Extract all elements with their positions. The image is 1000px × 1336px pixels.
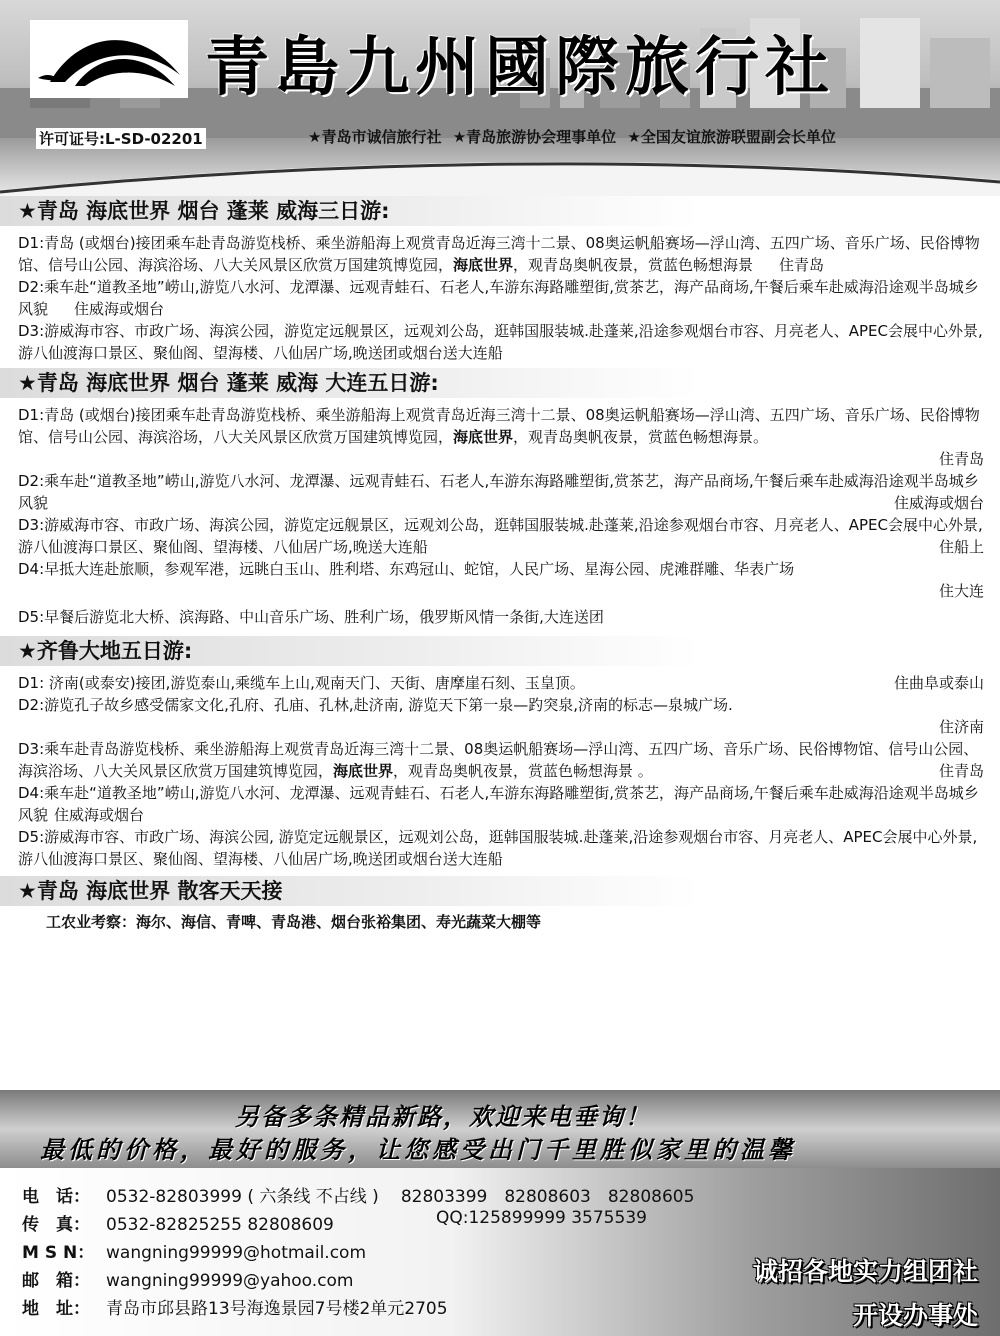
overnight-stay: 住船上 [938,538,984,556]
phone-extra[interactable]: 82803399 82808603 82808605 [400,1187,695,1207]
recruit-line-1: 诚招各地实力组团社 [752,1257,978,1286]
itinerary-day [0,276,1000,320]
day-text: D3:游威海市容、市政广场、海滨公园，游览定远舰景区，远观刘公岛，逛韩国服装城.赴蓬莱,沿途参观烟台市容、月亮老人、APEC会展中心外景, 游八仙渡海口景区、聚仙阁、望海楼、八仙居广场,晚送大连船 [18,516,983,556]
contact-section [0,1168,1000,1336]
overnight-stay: 住济南 [938,718,984,736]
itinerary-day [0,558,1000,602]
header-banner [0,0,1000,196]
overnight-stay: 住青岛 [938,762,984,780]
day-text: D2:乘车赴“道教圣地”崂山,游览八水河、龙潭瀑、远观青蛙石、石老人,车游东海路雕塑街,赏茶艺，海产品商场,午餐后乘车赴威海沿途观半岛城乡风貌 [18,472,979,512]
itinerary-day [0,782,1000,826]
phone-label: 电 话： [22,1187,90,1207]
tour-title: ★齐鲁大地五日游: [0,636,1000,666]
company-title: 青島九州國際旅行社 [205,30,835,105]
day-text: D1:青岛 (或烟台)接团乘车赴青岛游览栈桥、乘坐游船海上观赏青岛近海三湾十二景、08奥运帆船赛场—浮山湾、五四广场、音乐广场、民俗博物馆、信号山公园、海滨浴场、八大关风景区欣赏万国建筑博览园， [18,234,980,274]
street-address: 青岛市邱县路13号海逸景园7号楼2单元2705 [106,1299,448,1319]
overnight-stay: 住威海或烟台 [893,494,984,512]
company-logo [30,20,188,98]
itinerary-day [0,606,1000,628]
overnight-stay: 住青岛 [779,256,825,274]
email-address[interactable]: wangning99999@yahoo.com [106,1271,354,1291]
honor-item: ★全国友谊旅游联盟副会长单位 [627,128,836,146]
license-number: 许可证号:L-SD-02201 [36,128,206,149]
recruit-notice [753,1250,978,1336]
day-text: D1:青岛 (或烟台)接团乘车赴青岛游览栈桥、乘坐游船海上观赏青岛近海三湾十二景、08奥运帆船赛场—浮山湾、五四广场、音乐广场、民俗博物馆、信号山公园、海滨浴场，八大关风景区欣赏万国建筑博览园， [18,406,980,446]
day-text: D4:乘车赴“道教圣地”崂山,游览八水河、龙潭瀑、远观青蛙石、石老人,车游东海路雕塑街,赏茶艺，海产品商场,午餐后乘车赴威海沿途观半岛城乡风貌 [18,784,979,824]
tour-title: ★青岛 海底世界 散客天天接 [0,876,1000,906]
phone-row [22,1182,694,1207]
overnight-stay: 住威海或烟台 [74,300,165,318]
address-row [22,1294,448,1319]
overnight-stay: 住大连 [938,582,984,600]
msn-label: M S N： [22,1243,95,1263]
fax-number: 0532-82825255 82808609 [106,1215,334,1235]
honor-item: ★青岛市诚信旅行社 [308,128,442,146]
day-text: D2:乘车赴“道教圣地”崂山,游览八水河、龙潭瀑、远观青蛙石、石老人,车游东海路雕塑街,赏茶艺，海产品商场,午餐后乘车赴威海沿途观半岛城乡风貌 [18,278,979,318]
day-text: ，观青岛奥帆夜景，赏蓝色畅想海景。 [513,428,769,446]
day-text: D1: 济南(或泰安)接团,游览泰山,乘缆车上山,观南天门、天街、唐摩崖石刻、玉皇顶。 [18,674,585,692]
day-text: D2:游览孔子故乡感受儒家文化,孔府、孔庙、孔林,赴济南, 游览天下第一泉—趵突泉,济南的标志—泉城广场. [18,696,733,714]
itinerary-day [0,672,1000,694]
address-label: 地 址： [22,1299,90,1319]
promo-line-2: 最低的价格，最好的服务，让您感受出门千里胜似家里的温馨 [40,1136,796,1164]
itinerary-day [0,694,1000,738]
itinerary-day [0,738,1000,782]
itinerary-day [0,320,1000,364]
day-text: D4:早抵大连赴旅顺，参观军港，远眺白玉山、胜利塔、东鸡冠山、蛇馆，人民广场、星海公园、虎滩群雕、华表广场 [18,560,795,578]
overnight-stay: 住威海或烟台 [54,806,145,824]
fax-row [22,1210,334,1235]
day-text: ，观青岛奥帆夜景，赏蓝色畅想海景 [513,256,754,274]
tour-list [0,196,1000,934]
email-label: 邮 箱： [22,1271,90,1291]
day-text: ，观青岛奥帆夜景，赏蓝色畅想海景 。 [393,762,653,780]
promo-line-1: 另备多条精品新路，欢迎来电垂询！ [235,1103,651,1131]
day-highlight: 海底世界 [453,256,514,274]
inspection-tour-list: 工农业考察：海尔、海信、青啤、青岛港、烟台张裕集团、寿光蔬菜大棚等 [46,913,542,931]
itinerary-day [0,404,1000,470]
overnight-stay: 住曲阜或泰山 [893,674,984,692]
day-text: D3:游威海市容、市政广场、海滨公园，游览定远舰景区，远观刘公岛，逛韩国服装城.赴蓬莱,沿途参观烟台市容、月亮老人、APEC会展中心外景, 游八仙渡海口景区、聚仙阁、望海楼、八仙居广场,晚送团或烟台送大连船 [18,322,983,362]
overnight-stay: 住青岛 [938,450,984,468]
promo-banner [0,1090,1000,1168]
day-text: D5:游威海市容、市政广场、海滨公园, 游览定远舰景区，远观刘公岛，逛韩国服装城.赴蓬莱,沿途参观烟台市容、月亮老人、APEC会展中心外景, 游八仙渡海口景区、聚仙阁、望海楼、八仙居广场,晚送团或烟台送大连船 [18,828,978,868]
qq-number[interactable]: QQ:125899999 3575539 [436,1208,647,1228]
itinerary-day [0,470,1000,514]
phone-number[interactable]: 0532-82803999 ( 六条线 不占线 ) [106,1187,379,1207]
fax-label: 传 真： [22,1215,90,1235]
honor-item: ★青岛旅游协会理事单位 [452,128,617,146]
day-text: D5:早餐后游览北大桥、滨海路、中山音乐广场、胜利广场，俄罗斯风情一条街,大连送团 [18,608,604,626]
honors-list [308,126,842,147]
day-highlight: 海底世界 [333,762,394,780]
tour-title: ★青岛 海底世界 烟台 蓬莱 威海三日游: [0,196,1000,226]
day-text: D3:乘车赴青岛游览栈桥、乘坐游船海上观赏青岛近海三湾十二景、08奥运帆船赛场—浮山湾、五四广场、音乐广场、民俗博物馆、信号山公园、海滨浴场、八大关风景区欣赏万国建筑博览园， [18,740,979,780]
itinerary-day [0,232,1000,276]
tour-title: ★青岛 海底世界 烟台 蓬莱 威海 大连五日游: [0,368,1000,398]
day-highlight: 海底世界 [453,428,514,446]
wave-bird-logo-icon [30,20,188,98]
itinerary-day [0,514,1000,558]
email-row [22,1266,354,1291]
recruit-line-2: 开设办事处 [852,1301,978,1330]
msn-row [22,1238,366,1263]
itinerary-day [0,826,1000,870]
msn-address[interactable]: wangning99999@hotmail.com [106,1243,367,1263]
